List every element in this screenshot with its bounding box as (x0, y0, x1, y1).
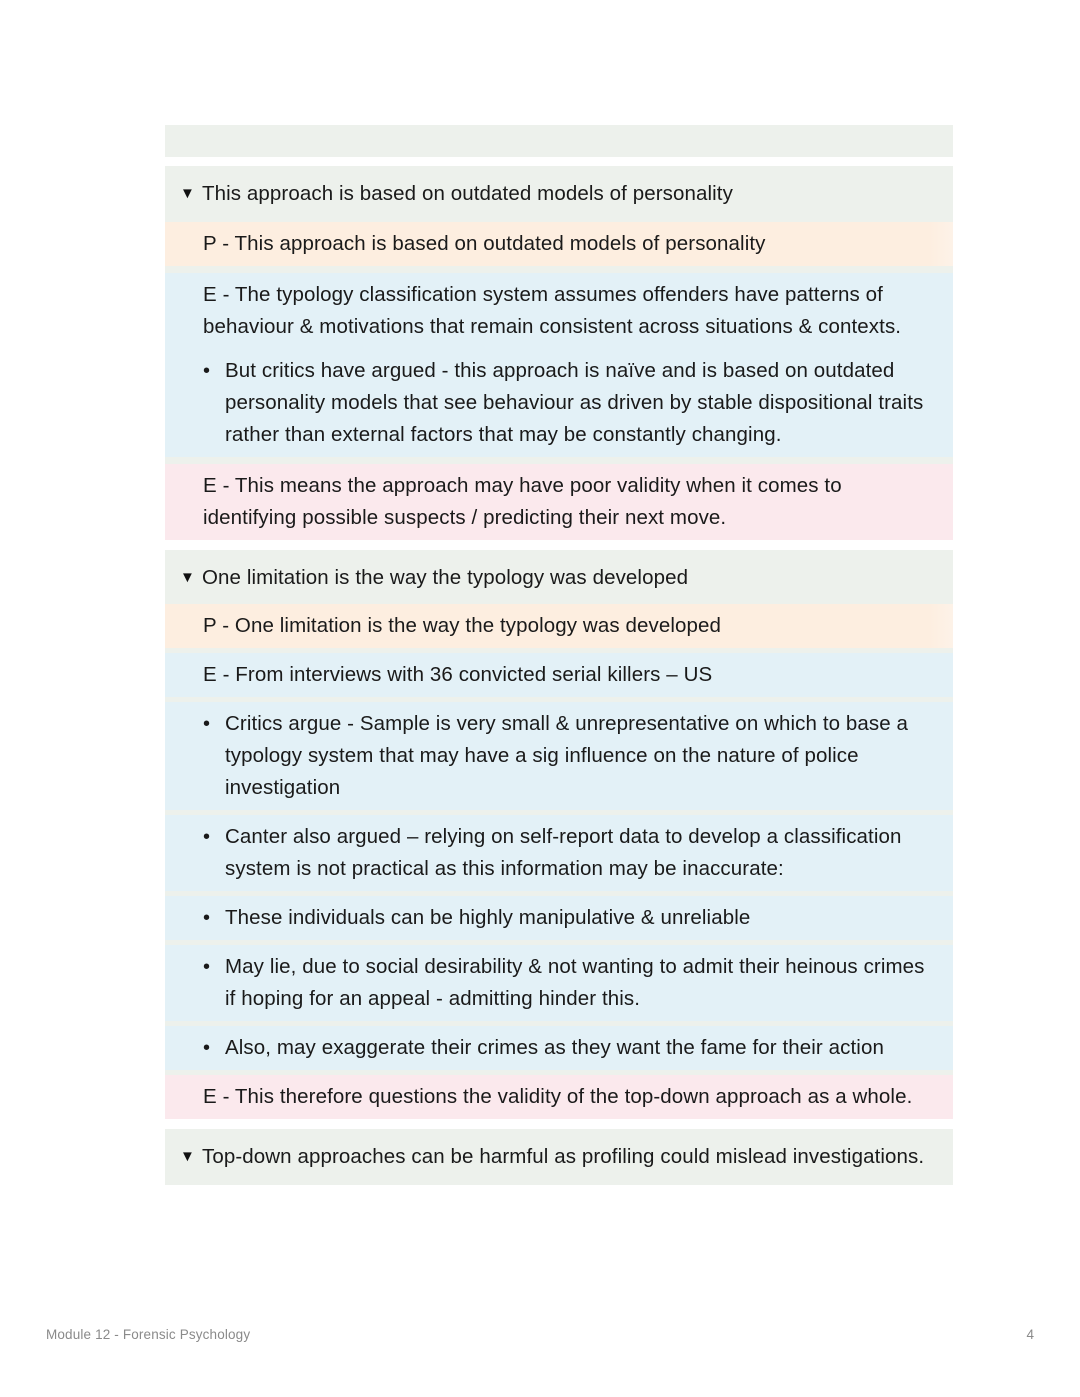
section-2-bullet-text-1: Critics argue - Sample is very small & unrepresentative on which to base a typology system that may have a sig influence on the nature of police investigation (225, 712, 909, 799)
bullet-icon: • (203, 1037, 211, 1059)
notes-content-column (165, 125, 953, 1185)
footer-page-number: 4 (1026, 1327, 1034, 1342)
bullet-icon: • (203, 826, 211, 848)
section-1-bullet-text: But critics have argued - this approach is naïve and is based on outdated personality models that see behaviour as driven by stable dispositional traits rather than external factors that may be constantly changing. (225, 359, 924, 446)
section-2-bullet-row (165, 896, 953, 940)
collapse-caret-icon[interactable]: ▼ (180, 569, 195, 586)
section-3-toggle[interactable] (165, 1129, 953, 1185)
section-1-heading: This approach is based on outdated models of personality (202, 182, 733, 205)
section-2-bullet-row (165, 702, 953, 810)
section-2-evidence-row: E - From interviews with 36 convicted serial killers – US (165, 653, 953, 697)
section-1-point-row: P - This approach is based on outdated models of personality (165, 222, 953, 266)
collapse-caret-icon[interactable]: ▼ (180, 185, 195, 202)
section-2-bullet-text-2: Canter also argued – relying on self-report data to develop a classification system is not practical as this information may be inaccurate: (225, 825, 902, 880)
collapsible-section-2 (165, 550, 953, 1119)
row-sliver (165, 457, 953, 464)
bullet-icon: • (203, 907, 211, 929)
section-2-toggle[interactable] (165, 550, 953, 604)
section-1-evidence-row: E - The typology classification system assumes offenders have patterns of behaviour & motivations that remain consistent across situations & contexts. (165, 273, 953, 349)
section-2-bullet-row (165, 1026, 953, 1070)
section-1-toggle[interactable] (165, 166, 953, 222)
band-gap (165, 157, 953, 166)
section-3-heading: Top-down approaches can be harmful as profiling could mislead investigations. (202, 1145, 925, 1168)
section-2-link-row: E - This therefore questions the validity of the top-down approach as a whole. (165, 1075, 953, 1119)
collapse-caret-icon[interactable]: ▼ (180, 1148, 195, 1165)
section-2-bullet-row (165, 815, 953, 891)
bullet-icon: • (203, 956, 211, 978)
section-2-bullet-text-4: May lie, due to social desirability & not wanting to admit their heinous crimes if hoping for an appeal - admitting hinder this. (225, 955, 925, 1010)
footer-module-label: Module 12 - Forensic Psychology (46, 1327, 251, 1342)
section-1-link-row: E - This means the approach may have poor validity when it comes to identifying possible suspects / predicting their next move. (165, 464, 953, 540)
section-separator (165, 1119, 953, 1129)
collapsible-section-1 (165, 166, 953, 540)
section-2-bullet-text-3: These individuals can be highly manipulative & unreliable (225, 906, 751, 929)
section-continuation-band (165, 125, 953, 157)
section-separator (165, 540, 953, 550)
collapsible-section-3 (165, 1129, 953, 1185)
bullet-icon: • (203, 360, 211, 382)
bullet-icon: • (203, 713, 211, 735)
page-footer (0, 1325, 1080, 1355)
section-2-heading: One limitation is the way the typology was developed (202, 566, 689, 589)
section-2-bullet-text-5: Also, may exaggerate their crimes as they want the fame for their action (225, 1036, 884, 1059)
section-1-bullet-row (165, 349, 953, 457)
section-2-point-row: P - One limitation is the way the typology was developed (165, 604, 953, 648)
row-sliver (165, 266, 953, 273)
section-2-bullet-row (165, 945, 953, 1021)
